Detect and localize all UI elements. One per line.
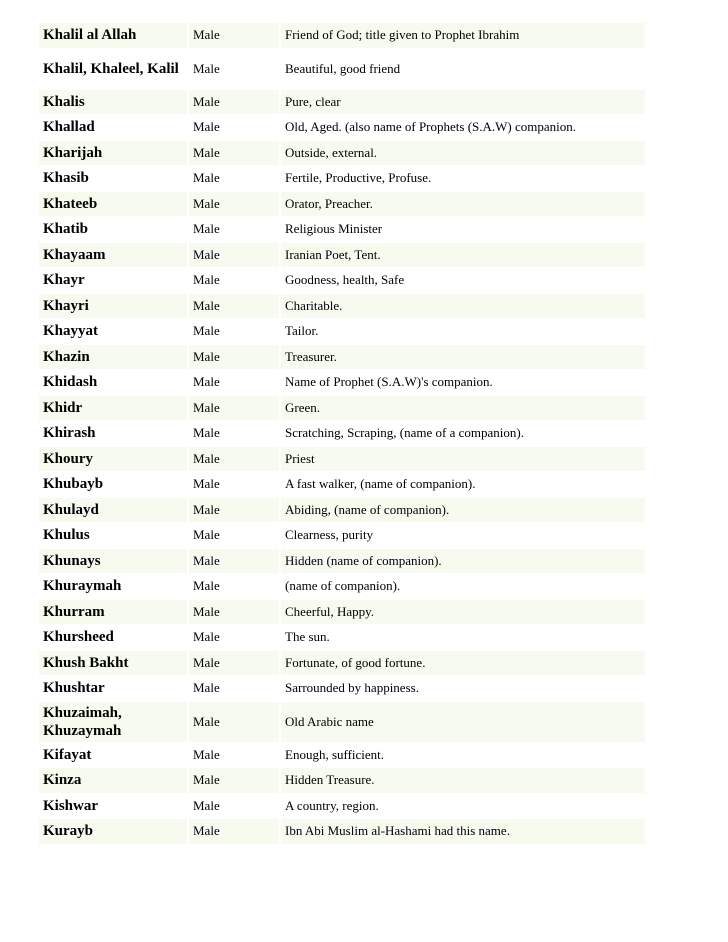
name-cell: Khidr (39, 396, 187, 421)
meaning-cell: Fertile, Productive, Profuse. (281, 166, 645, 191)
table-row (39, 625, 645, 650)
meaning-cell: Beautiful, good friend (281, 49, 645, 89)
table-row (39, 549, 645, 574)
meaning-cell: The sun. (281, 625, 645, 650)
table-row (39, 421, 645, 446)
meaning-cell: Abiding, (name of companion). (281, 498, 645, 523)
meaning-cell: (name of companion). (281, 574, 645, 599)
meaning-cell: A fast walker, (name of companion). (281, 472, 645, 497)
name-cell: Khasib (39, 166, 187, 191)
gender-cell: Male (189, 768, 279, 793)
table-row (39, 768, 645, 793)
meaning-cell: Old, Aged. (also name of Prophets (S.A.W) companion. (281, 115, 645, 140)
meaning-cell: Green. (281, 396, 645, 421)
table-row (39, 600, 645, 625)
name-cell: Khidash (39, 370, 187, 395)
table-row (39, 447, 645, 472)
gender-cell: Male (189, 49, 279, 89)
table-row (39, 794, 645, 819)
table-row (39, 498, 645, 523)
name-cell: Khayaam (39, 243, 187, 268)
table-row (39, 243, 645, 268)
gender-cell: Male (189, 421, 279, 446)
name-cell: Khateeb (39, 192, 187, 217)
gender-cell: Male (189, 676, 279, 701)
meaning-cell: Charitable. (281, 294, 645, 319)
gender-cell: Male (189, 523, 279, 548)
meaning-cell: Enough, sufficient. (281, 743, 645, 768)
table-row (39, 115, 645, 140)
gender-cell: Male (189, 625, 279, 650)
name-cell: Khursheed (39, 625, 187, 650)
name-cell: Khalil, Khaleel, Kalil (39, 49, 187, 89)
gender-cell: Male (189, 447, 279, 472)
gender-cell: Male (189, 472, 279, 497)
gender-cell: Male (189, 166, 279, 191)
gender-cell: Male (189, 819, 279, 844)
name-cell: Kishwar (39, 794, 187, 819)
name-cell: Khuzaimah, Khuzaymah (39, 702, 187, 742)
meaning-cell: Fortunate, of good fortune. (281, 651, 645, 676)
name-cell: Khazin (39, 345, 187, 370)
meaning-cell: Outside, external. (281, 141, 645, 166)
table-row (39, 702, 645, 742)
gender-cell: Male (189, 498, 279, 523)
gender-cell: Male (189, 370, 279, 395)
meaning-cell: Sarrounded by happiness. (281, 676, 645, 701)
meaning-cell: Ibn Abi Muslim al-Hashami had this name. (281, 819, 645, 844)
name-cell: Kurayb (39, 819, 187, 844)
table-row (39, 345, 645, 370)
meaning-cell: Religious Minister (281, 217, 645, 242)
meaning-cell: A country, region. (281, 794, 645, 819)
name-cell: Khunays (39, 549, 187, 574)
name-cell: Kinza (39, 768, 187, 793)
gender-cell: Male (189, 217, 279, 242)
table-row (39, 472, 645, 497)
gender-cell: Male (189, 243, 279, 268)
table-row (39, 166, 645, 191)
table-row (39, 141, 645, 166)
meaning-cell: Clearness, purity (281, 523, 645, 548)
table-row (39, 319, 645, 344)
table-row (39, 268, 645, 293)
name-cell: Khayri (39, 294, 187, 319)
meaning-cell: Cheerful, Happy. (281, 600, 645, 625)
gender-cell: Male (189, 192, 279, 217)
meaning-cell: Goodness, health, Safe (281, 268, 645, 293)
names-table (37, 22, 647, 845)
gender-cell: Male (189, 268, 279, 293)
meaning-cell: Old Arabic name (281, 702, 645, 742)
name-cell: Khoury (39, 447, 187, 472)
gender-cell: Male (189, 115, 279, 140)
meaning-cell: Pure, clear (281, 90, 645, 115)
name-cell: Khalis (39, 90, 187, 115)
meaning-cell: Iranian Poet, Tent. (281, 243, 645, 268)
table-row (39, 743, 645, 768)
meaning-cell: Friend of God; title given to Prophet Ibrahim (281, 23, 645, 48)
table-row (39, 523, 645, 548)
name-cell: Khulus (39, 523, 187, 548)
name-cell: Khurram (39, 600, 187, 625)
gender-cell: Male (189, 794, 279, 819)
name-cell: Khayyat (39, 319, 187, 344)
name-cell: Kifayat (39, 743, 187, 768)
meaning-cell: Orator, Preacher. (281, 192, 645, 217)
table-row (39, 396, 645, 421)
table-row (39, 192, 645, 217)
meaning-cell: Hidden (name of companion). (281, 549, 645, 574)
gender-cell: Male (189, 702, 279, 742)
name-cell: Khushtar (39, 676, 187, 701)
name-cell: Khubayb (39, 472, 187, 497)
name-cell: Khulayd (39, 498, 187, 523)
gender-cell: Male (189, 600, 279, 625)
gender-cell: Male (189, 294, 279, 319)
name-cell: Khatib (39, 217, 187, 242)
table-row (39, 217, 645, 242)
table-row (39, 819, 645, 844)
table-row (39, 574, 645, 599)
name-cell: Kharijah (39, 141, 187, 166)
table-row (39, 651, 645, 676)
name-cell: Khalil al Allah (39, 23, 187, 48)
gender-cell: Male (189, 141, 279, 166)
gender-cell: Male (189, 743, 279, 768)
gender-cell: Male (189, 345, 279, 370)
table-row (39, 49, 645, 89)
meaning-cell: Treasurer. (281, 345, 645, 370)
table-row (39, 294, 645, 319)
table-row (39, 676, 645, 701)
name-cell: Khuraymah (39, 574, 187, 599)
gender-cell: Male (189, 574, 279, 599)
meaning-cell: Name of Prophet (S.A.W)'s companion. (281, 370, 645, 395)
meaning-cell: Tailor. (281, 319, 645, 344)
name-cell: Khirash (39, 421, 187, 446)
gender-cell: Male (189, 319, 279, 344)
gender-cell: Male (189, 90, 279, 115)
name-cell: Khush Bakht (39, 651, 187, 676)
table-row (39, 23, 645, 48)
name-cell: Khayr (39, 268, 187, 293)
gender-cell: Male (189, 23, 279, 48)
meaning-cell: Scratching, Scraping, (name of a companion). (281, 421, 645, 446)
table-row (39, 90, 645, 115)
meaning-cell: Priest (281, 447, 645, 472)
table-row (39, 370, 645, 395)
meaning-cell: Hidden Treasure. (281, 768, 645, 793)
gender-cell: Male (189, 549, 279, 574)
gender-cell: Male (189, 396, 279, 421)
name-cell: Khallad (39, 115, 187, 140)
gender-cell: Male (189, 651, 279, 676)
